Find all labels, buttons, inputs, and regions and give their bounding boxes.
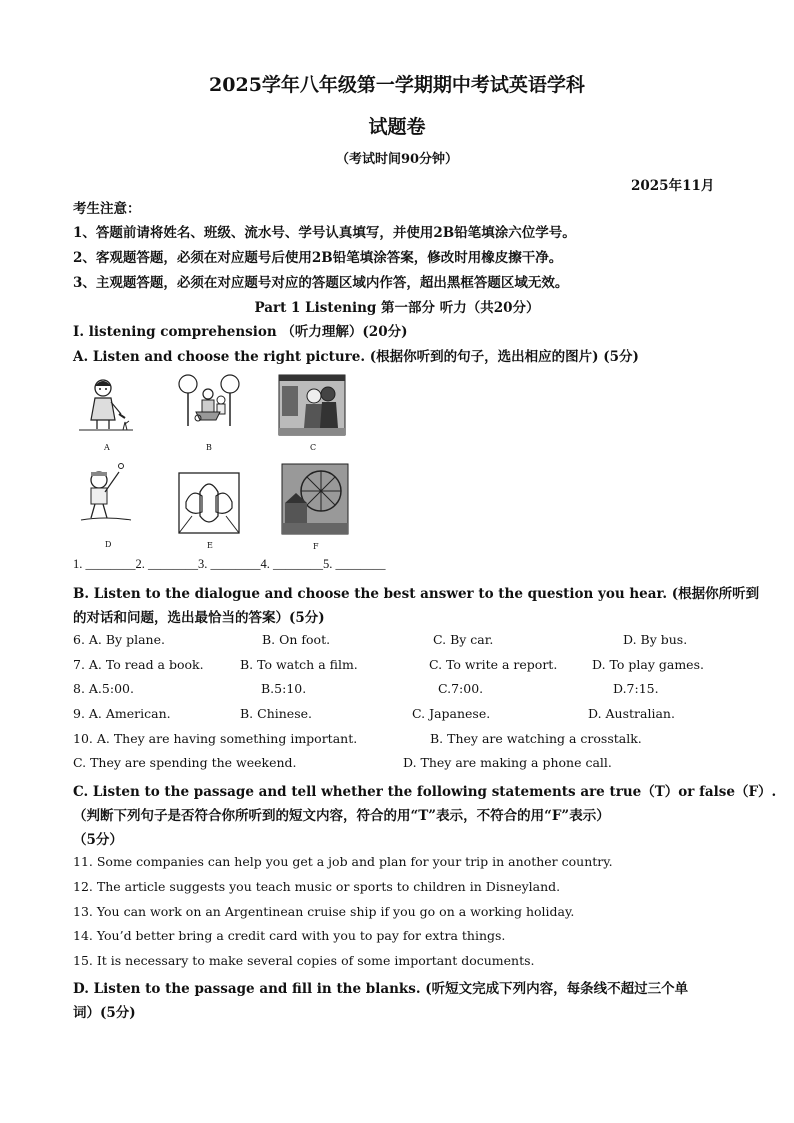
time-note: （考试时间90分钟）: [335, 152, 459, 167]
ferris-wheel-picture: [281, 463, 349, 535]
q8-option-b[interactable]: B.5:10.: [261, 681, 307, 696]
section-a-answer-blanks[interactable]: 1. ________2. ________3. ________4. ________5. ________: [73, 557, 386, 571]
statement-13: 13. You can work on an Argentinean cruise ship if you go on a working holiday.: [73, 904, 575, 919]
q9-option-a[interactable]: 9. A. American.: [73, 706, 171, 721]
notice-heading: 考生注意：: [73, 201, 141, 217]
covering-ears-picture: [178, 472, 240, 534]
q8-option-d[interactable]: D.7:15.: [613, 681, 659, 696]
notice-item-2: 2、客观题答题，必须在对应题号后使用2B铅笔填涂答案，修改时用橡皮擦干净。: [73, 250, 563, 266]
family-picnic-picture: [176, 372, 242, 434]
q8-option-c[interactable]: C.7:00.: [438, 681, 484, 696]
q10-option-c[interactable]: C. They are spending the weekend.: [73, 755, 297, 770]
q9-option-b[interactable]: B. Chinese.: [240, 706, 312, 721]
picture-label-c: C: [310, 443, 317, 452]
picture-label-d: D: [105, 540, 112, 549]
girl-gardening-picture: [75, 374, 137, 436]
q7-option-c[interactable]: C. To write a report.: [429, 657, 558, 672]
picture-label-b: B: [206, 443, 212, 452]
picture-label-e: E: [207, 541, 213, 550]
q6-option-b[interactable]: B. On foot.: [262, 632, 331, 647]
statement-14: 14. You’d better bring a credit card with you to pay for extra things.: [73, 928, 506, 943]
q9-option-c[interactable]: C. Japanese.: [412, 706, 491, 721]
notice-item-1: 1、答题前请将姓名、班级、流水号、学号认真填写，并使用2B铅笔填涂六位学号。: [73, 225, 576, 241]
q8-option-a[interactable]: 8. A.5:00.: [73, 681, 134, 696]
q7-option-a[interactable]: 7. A. To read a book.: [73, 657, 204, 672]
boy-golf-picture: [75, 462, 137, 524]
exam-date: 2025年11月: [631, 178, 715, 194]
part1-title: Part 1 Listening 第一部分 听力（共20分）: [254, 300, 540, 316]
q6-option-d[interactable]: D. By bus.: [623, 632, 688, 647]
q10-option-a[interactable]: 10. A. They are having something important.: [73, 731, 358, 746]
q10-option-b[interactable]: B. They are watching a crosstalk.: [430, 731, 642, 746]
section-a-heading: A. Listen and choose the right picture. (根据你听到的句子，选出相应的图片) (5分): [73, 349, 639, 365]
statement-11: 11. Some companies can help you get a job and plan for your trip in another country.: [73, 854, 613, 869]
old-couple-picture: [278, 374, 346, 436]
q7-option-b[interactable]: B. To watch a film.: [240, 657, 358, 672]
q6-option-c[interactable]: C. By car.: [433, 632, 494, 647]
picture-label-f: F: [313, 542, 319, 551]
exam-title: 2025学年八年级第一学期期中考试英语学科: [209, 74, 585, 96]
statement-15: 15. It is necessary to make several copies of some important documents.: [73, 953, 535, 968]
section-c-heading-line2: （判断下列句子是否符合你所听到的短文内容，符合的用“T”表示，不符合的用“F”表示）: [73, 808, 610, 824]
q10-option-d[interactable]: D. They are making a phone call.: [403, 755, 612, 770]
section-c-heading-line3: （5分）: [73, 832, 123, 848]
section-b-heading-line1: B. Listen to the dialogue and choose the best answer to the question you hear. (根据你所听到: [73, 586, 760, 602]
exam-subtitle: 试题卷: [368, 116, 426, 138]
section-c-heading-line1: C. Listen to the passage and tell whether the following statements are true（T）or false（F）.: [73, 784, 777, 800]
statement-12: 12. The article suggests you teach music or sports to children in Disneyland.: [73, 879, 561, 894]
section-d-heading-line1: D. Listen to the passage and fill in the blanks. (听短文完成下列内容，每条线不超过三个单: [73, 981, 689, 997]
section-b-heading-line2: 的对话和问题，选出最恰当的答案）(5分): [73, 610, 325, 626]
q6-option-a[interactable]: 6. A. By plane.: [73, 632, 165, 647]
section-d-heading-line2: 词）(5分): [73, 1005, 136, 1021]
q7-option-d[interactable]: D. To play games.: [592, 657, 704, 672]
q9-option-d[interactable]: D. Australian.: [588, 706, 675, 721]
notice-item-3: 3、主观题答题，必须在对应题号对应的答题区域内作答，超出黑框答题区域无效。: [73, 275, 569, 291]
picture-label-a: A: [104, 443, 110, 452]
section-1-title: Ⅰ. listening comprehension （听力理解）(20分): [73, 324, 408, 340]
